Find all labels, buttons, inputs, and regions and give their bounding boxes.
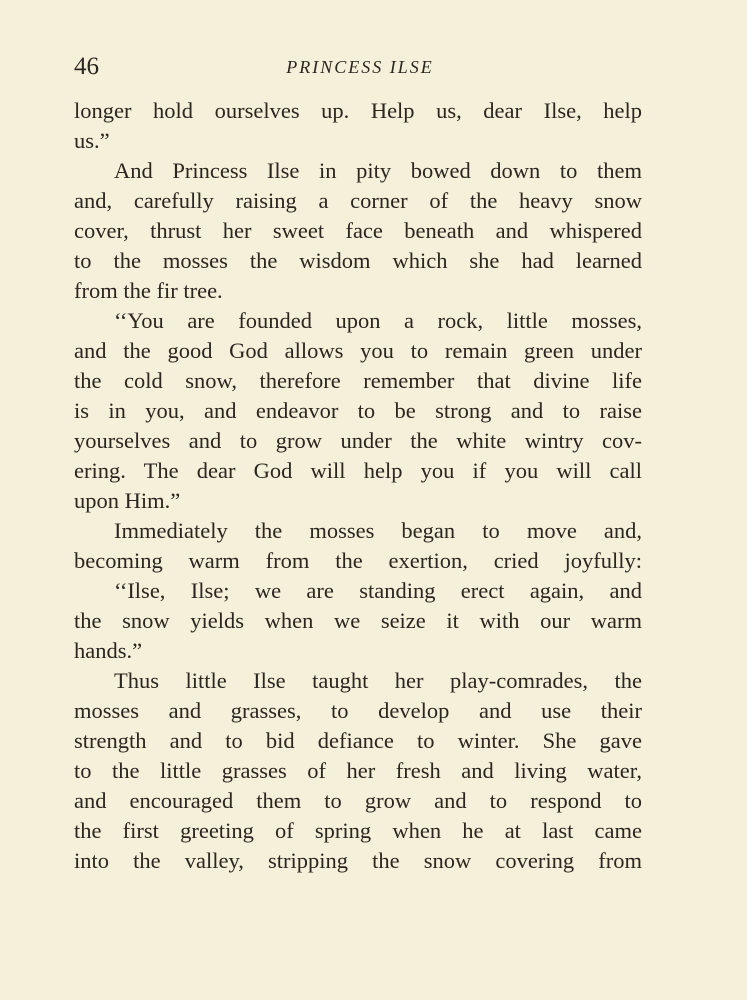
text-line: into the valley, stripping the snow covering from [74,848,642,873]
text-line: Thus little Ilse taught her play-comrades, the [114,668,642,693]
text-line: the first greeting of spring when he at last came [74,818,642,843]
text-line: to the little grasses of her fresh and living water, [74,758,642,783]
text-line: cover, thrust her sweet face beneath and whispered [74,218,642,243]
text-line: becoming warm from the exertion, cried joyfully: [74,548,642,573]
text-line: the snow yields when we seize it with our warm [74,608,642,633]
page-number: 46 [74,53,99,80]
text-line: Immediately the mosses began to move and, [114,518,642,543]
text-line: ering. The dear God will help you if you will call [74,458,642,483]
running-title: PRINCESS ILSE [286,57,434,77]
text-line: mosses and grasses, to develop and use their [74,698,642,723]
text-line: and the good God allows you to remain green under [74,338,642,363]
running-header [74,50,646,84]
text-line: and encouraged them to grow and to respond to [74,788,642,813]
text-line: us.” [74,128,110,153]
body-text [74,96,642,876]
text-line: ‘‘You are founded upon a rock, little mosses, [114,308,642,333]
text-line: from the fir tree. [74,278,223,303]
text-line: hands.” [74,638,143,663]
text-line: longer hold ourselves up. Help us, dear Ilse, help [74,98,642,123]
text-line: to the mosses the wisdom which she had learned [74,248,642,273]
text-line: is in you, and endeavor to be strong and to raise [74,398,642,423]
text-line: the cold snow, therefore remember that divine life [74,368,642,393]
text-line: upon Him.” [74,488,181,513]
text-line: and, carefully raising a corner of the heavy snow [74,188,642,213]
text-line: And Princess Ilse in pity bowed down to them [114,158,642,183]
text-line: yourselves and to grow under the white wintry cov- [74,428,642,453]
text-line: ‘‘Ilse, Ilse; we are standing erect again, and [114,578,642,603]
text-line: strength and to bid defiance to winter. She gave [74,728,642,753]
